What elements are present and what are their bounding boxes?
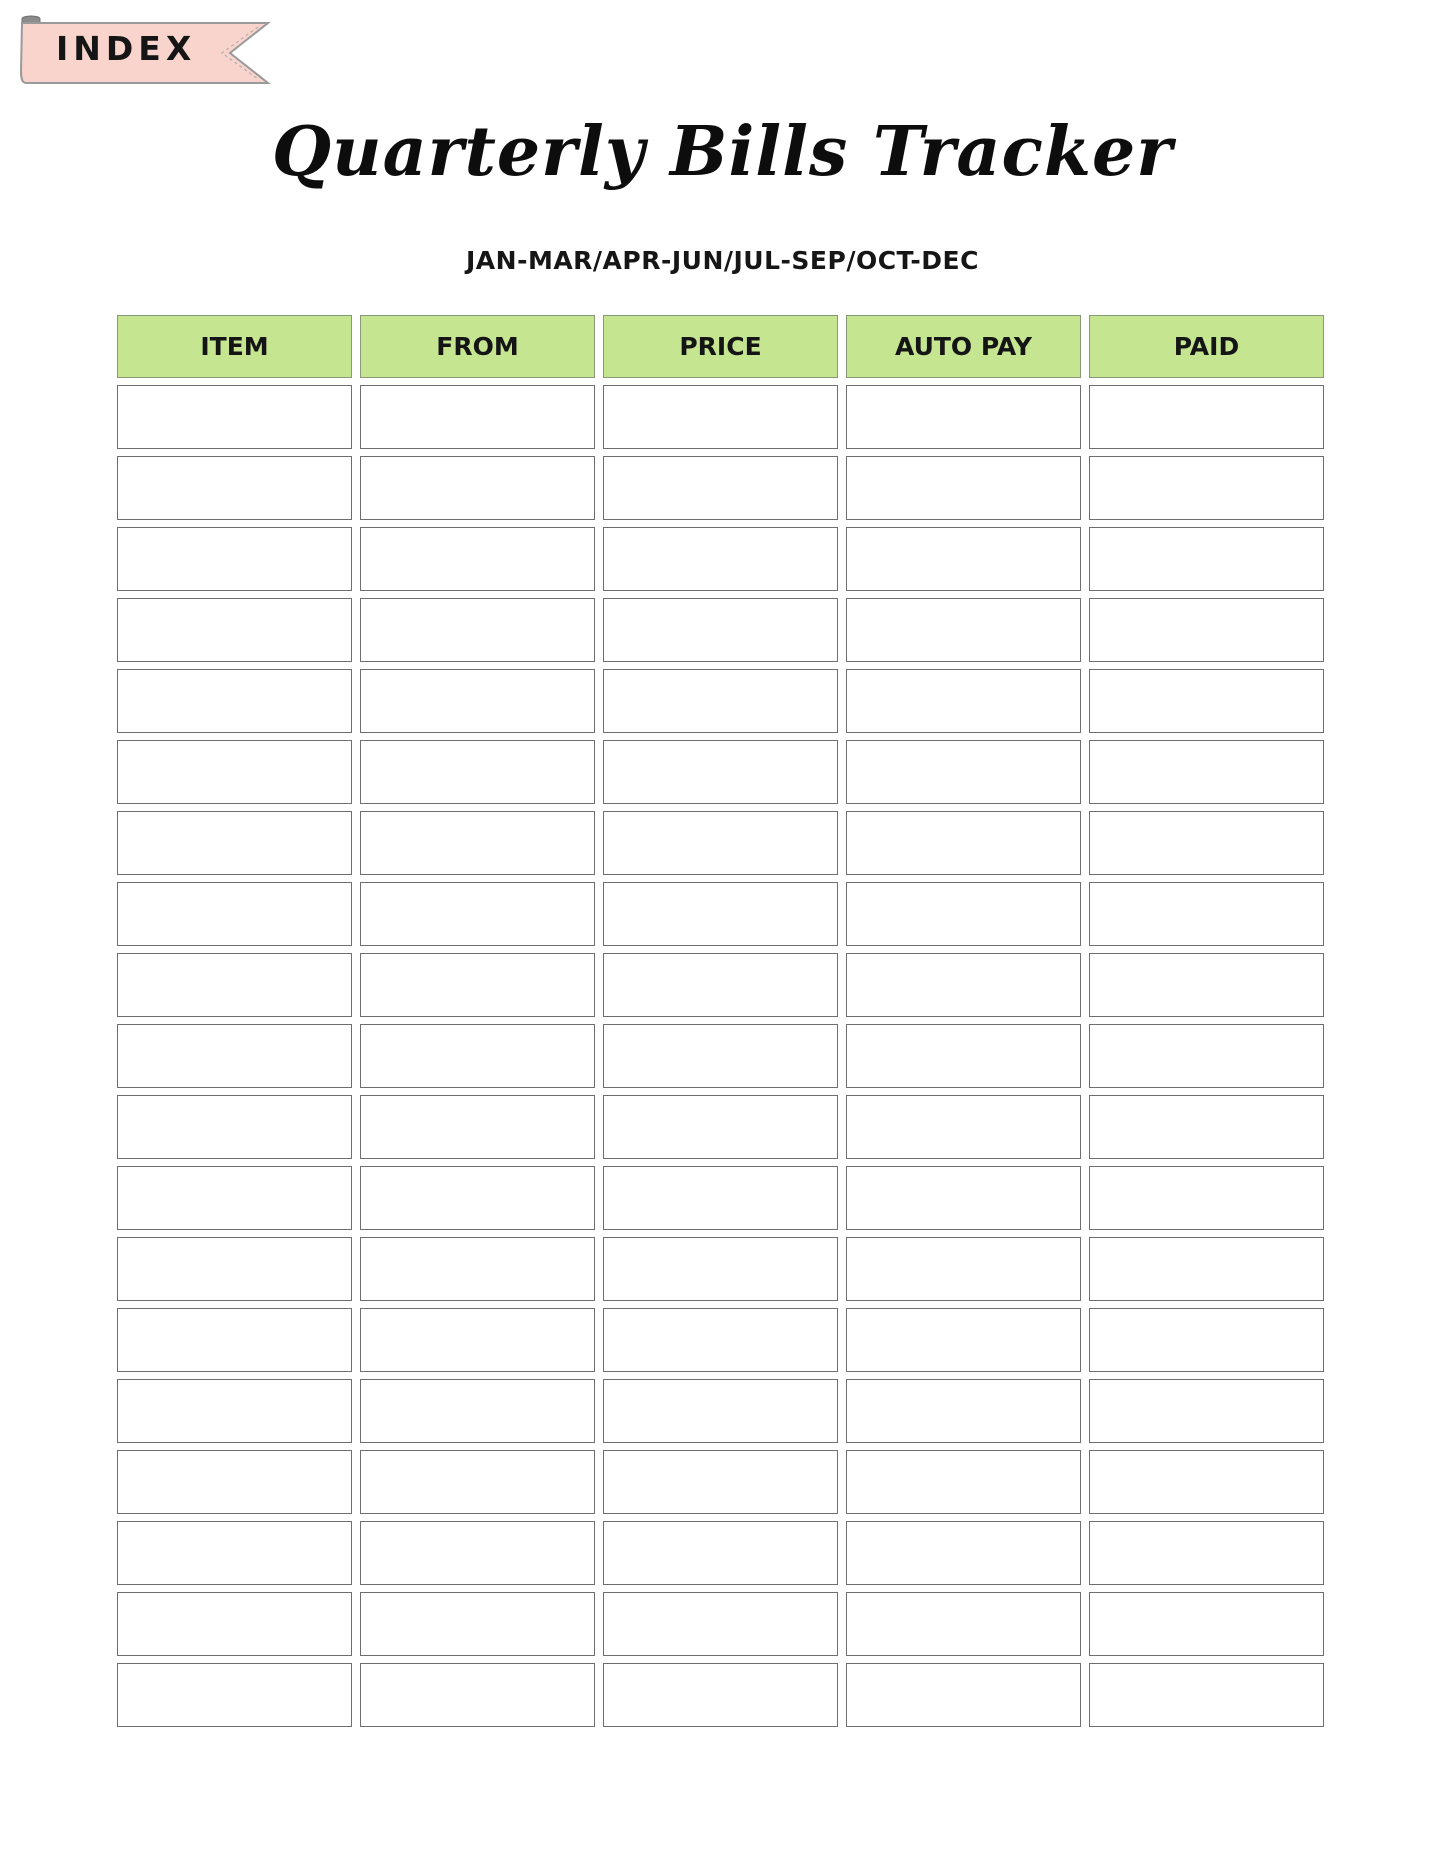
cell-paid[interactable] bbox=[1089, 669, 1324, 733]
column-header-paid: PAID bbox=[1089, 315, 1324, 378]
cell-price[interactable] bbox=[603, 669, 838, 733]
cell-price[interactable] bbox=[603, 882, 838, 946]
cell-price[interactable] bbox=[603, 1592, 838, 1656]
cell-price[interactable] bbox=[603, 1521, 838, 1585]
cell-paid[interactable] bbox=[1089, 527, 1324, 591]
cell-auto-pay[interactable] bbox=[846, 953, 1081, 1017]
bills-table bbox=[117, 315, 1329, 1734]
cell-item[interactable] bbox=[117, 1379, 352, 1443]
cell-price[interactable] bbox=[603, 598, 838, 662]
cell-from[interactable] bbox=[360, 385, 595, 449]
cell-item[interactable] bbox=[117, 953, 352, 1017]
cell-price[interactable] bbox=[603, 1095, 838, 1159]
table-row bbox=[117, 527, 1329, 591]
cell-price[interactable] bbox=[603, 1379, 838, 1443]
cell-item[interactable] bbox=[117, 740, 352, 804]
cell-from[interactable] bbox=[360, 598, 595, 662]
cell-paid[interactable] bbox=[1089, 1024, 1324, 1088]
table-row bbox=[117, 811, 1329, 875]
cell-item[interactable] bbox=[117, 1095, 352, 1159]
cell-price[interactable] bbox=[603, 1166, 838, 1230]
cell-paid[interactable] bbox=[1089, 882, 1324, 946]
cell-from[interactable] bbox=[360, 1592, 595, 1656]
cell-item[interactable] bbox=[117, 1166, 352, 1230]
cell-item[interactable] bbox=[117, 1237, 352, 1301]
cell-paid[interactable] bbox=[1089, 456, 1324, 520]
cell-auto-pay[interactable] bbox=[846, 882, 1081, 946]
table-header-row bbox=[117, 315, 1329, 378]
quarter-subtitle: JAN-MAR/APR-JUN/JUL-SEP/OCT-DEC bbox=[466, 246, 979, 275]
cell-item[interactable] bbox=[117, 811, 352, 875]
cell-auto-pay[interactable] bbox=[846, 1237, 1081, 1301]
cell-paid[interactable] bbox=[1089, 953, 1324, 1017]
cell-price[interactable] bbox=[603, 811, 838, 875]
column-header-auto-pay: AUTO PAY bbox=[846, 315, 1081, 378]
table-row bbox=[117, 882, 1329, 946]
cell-item[interactable] bbox=[117, 882, 352, 946]
column-header-item: ITEM bbox=[117, 315, 352, 378]
cell-paid[interactable] bbox=[1089, 1308, 1324, 1372]
cell-item[interactable] bbox=[117, 1663, 352, 1727]
cell-item[interactable] bbox=[117, 669, 352, 733]
cell-from[interactable] bbox=[360, 527, 595, 591]
cell-paid[interactable] bbox=[1089, 1237, 1324, 1301]
cell-auto-pay[interactable] bbox=[846, 1521, 1081, 1585]
cell-price[interactable] bbox=[603, 740, 838, 804]
table-row bbox=[117, 1166, 1329, 1230]
cell-paid[interactable] bbox=[1089, 1521, 1324, 1585]
cell-price[interactable] bbox=[603, 385, 838, 449]
cell-from[interactable] bbox=[360, 1663, 595, 1727]
cell-price[interactable] bbox=[603, 1237, 838, 1301]
cell-auto-pay[interactable] bbox=[846, 1024, 1081, 1088]
cell-item[interactable] bbox=[117, 1308, 352, 1372]
cell-auto-pay[interactable] bbox=[846, 1308, 1081, 1372]
table-row bbox=[117, 953, 1329, 1017]
cell-from[interactable] bbox=[360, 740, 595, 804]
cell-paid[interactable] bbox=[1089, 598, 1324, 662]
table-row bbox=[117, 1095, 1329, 1159]
cell-from[interactable] bbox=[360, 1237, 595, 1301]
table-row bbox=[117, 1024, 1329, 1088]
cell-from[interactable] bbox=[360, 811, 595, 875]
table-row bbox=[117, 385, 1329, 449]
cell-paid[interactable] bbox=[1089, 740, 1324, 804]
cell-item[interactable] bbox=[117, 1024, 352, 1088]
cell-from[interactable] bbox=[360, 1379, 595, 1443]
table-row bbox=[117, 1592, 1329, 1656]
cell-auto-pay[interactable] bbox=[846, 740, 1081, 804]
index-tab[interactable] bbox=[18, 15, 273, 87]
cell-paid[interactable] bbox=[1089, 1166, 1324, 1230]
cell-auto-pay[interactable] bbox=[846, 1379, 1081, 1443]
cell-price[interactable] bbox=[603, 456, 838, 520]
cell-item[interactable] bbox=[117, 527, 352, 591]
cell-paid[interactable] bbox=[1089, 1095, 1324, 1159]
cell-price[interactable] bbox=[603, 953, 838, 1017]
cell-price[interactable] bbox=[603, 1024, 838, 1088]
cell-from[interactable] bbox=[360, 1521, 595, 1585]
cell-from[interactable] bbox=[360, 1450, 595, 1514]
cell-paid[interactable] bbox=[1089, 1450, 1324, 1514]
table-body bbox=[117, 385, 1329, 1727]
cell-auto-pay[interactable] bbox=[846, 1095, 1081, 1159]
cell-price[interactable] bbox=[603, 1663, 838, 1727]
cell-from[interactable] bbox=[360, 1166, 595, 1230]
table-row bbox=[117, 669, 1329, 733]
cell-item[interactable] bbox=[117, 1450, 352, 1514]
table-row bbox=[117, 1663, 1329, 1727]
table-row bbox=[117, 1308, 1329, 1372]
cell-paid[interactable] bbox=[1089, 385, 1324, 449]
cell-paid[interactable] bbox=[1089, 1663, 1324, 1727]
cell-auto-pay[interactable] bbox=[846, 456, 1081, 520]
table-row bbox=[117, 1450, 1329, 1514]
cell-from[interactable] bbox=[360, 953, 595, 1017]
cell-auto-pay[interactable] bbox=[846, 1450, 1081, 1514]
cell-auto-pay[interactable] bbox=[846, 811, 1081, 875]
column-header-price: PRICE bbox=[603, 315, 838, 378]
cell-from[interactable] bbox=[360, 1308, 595, 1372]
table-row bbox=[117, 1521, 1329, 1585]
cell-price[interactable] bbox=[603, 1308, 838, 1372]
table-row bbox=[117, 1379, 1329, 1443]
cell-from[interactable] bbox=[360, 882, 595, 946]
table-row bbox=[117, 456, 1329, 520]
cell-auto-pay[interactable] bbox=[846, 669, 1081, 733]
cell-from[interactable] bbox=[360, 1024, 595, 1088]
cell-auto-pay[interactable] bbox=[846, 1166, 1081, 1230]
cell-auto-pay[interactable] bbox=[846, 1663, 1081, 1727]
cell-from[interactable] bbox=[360, 1095, 595, 1159]
cell-price[interactable] bbox=[603, 527, 838, 591]
cell-auto-pay[interactable] bbox=[846, 385, 1081, 449]
cell-from[interactable] bbox=[360, 456, 595, 520]
cell-auto-pay[interactable] bbox=[846, 598, 1081, 662]
cell-item[interactable] bbox=[117, 1592, 352, 1656]
table-row bbox=[117, 598, 1329, 662]
table-row bbox=[117, 1237, 1329, 1301]
cell-paid[interactable] bbox=[1089, 811, 1324, 875]
table-row bbox=[117, 740, 1329, 804]
cell-auto-pay[interactable] bbox=[846, 527, 1081, 591]
cell-paid[interactable] bbox=[1089, 1592, 1324, 1656]
cell-auto-pay[interactable] bbox=[846, 1592, 1081, 1656]
cell-price[interactable] bbox=[603, 1450, 838, 1514]
column-header-from: FROM bbox=[360, 315, 595, 378]
cell-item[interactable] bbox=[117, 598, 352, 662]
cell-paid[interactable] bbox=[1089, 1379, 1324, 1443]
page-title: Quarterly Bills Tracker bbox=[271, 112, 1174, 192]
cell-from[interactable] bbox=[360, 669, 595, 733]
cell-item[interactable] bbox=[117, 456, 352, 520]
cell-item[interactable] bbox=[117, 385, 352, 449]
cell-item[interactable] bbox=[117, 1521, 352, 1585]
index-label: INDEX bbox=[56, 29, 197, 68]
